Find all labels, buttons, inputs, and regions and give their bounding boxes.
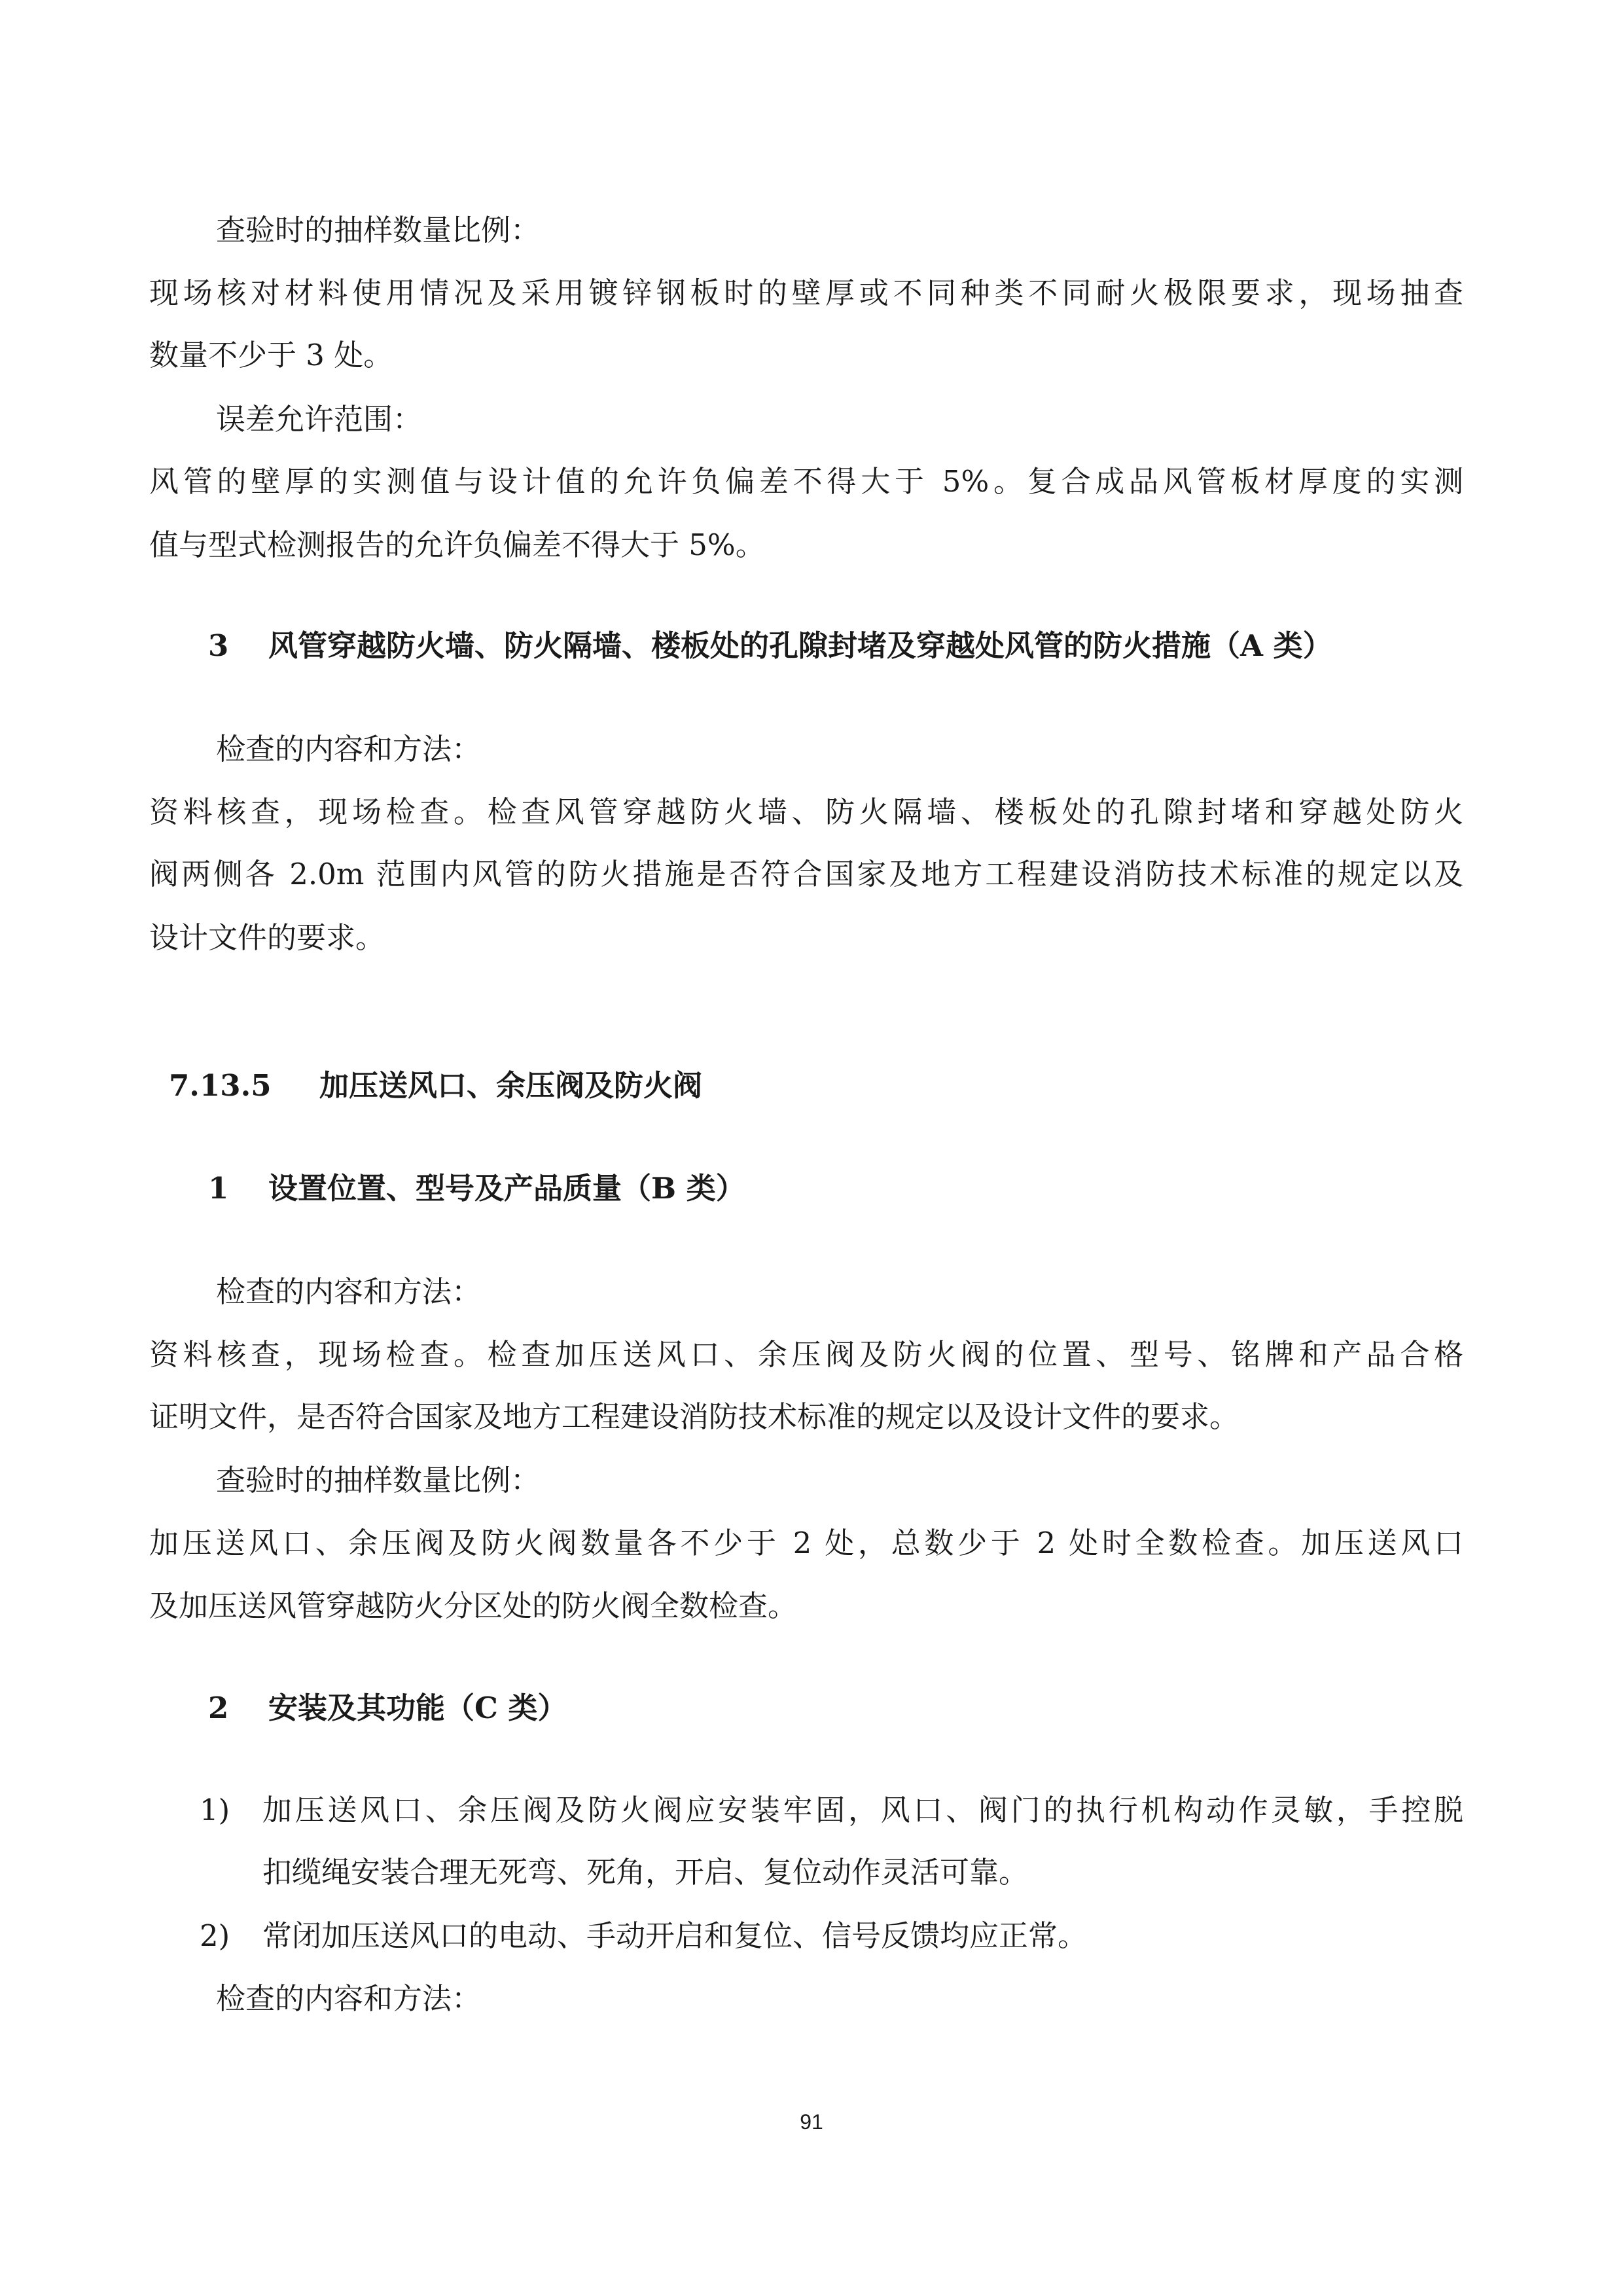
- section-number: 7.13.5: [169, 1068, 272, 1103]
- paragraph-line: 现场核对材料使用情况及采用镀锌钢板时的壁厚或不同种类不同耐火极限要求，现场抽查: [149, 276, 1463, 310]
- clause-heading: [208, 1169, 745, 1208]
- section-heading: [169, 1066, 702, 1105]
- paragraph-line: 检查的内容和方法：: [216, 732, 482, 766]
- clause-heading: [208, 1689, 567, 1728]
- clause-number: 1: [208, 1171, 229, 1206]
- paragraph-line: 查验时的抽样数量比例：: [216, 1463, 541, 1498]
- list-item-line: 常闭加压送风口的电动、手动开启和复位、信号反馈均应正常。: [262, 1918, 1088, 1953]
- clause-title: 安装及其功能（C 类）: [268, 1691, 567, 1725]
- paragraph-line: 值与型式检测报告的允许负偏差不得大于 5%。: [149, 528, 765, 562]
- clause-number: 2: [208, 1691, 229, 1725]
- paragraph-line: 及加压送风管穿越防火分区处的防火阀全数检查。: [149, 1588, 798, 1623]
- list-item-number: 2): [200, 1918, 230, 1953]
- list-item-number: 1): [200, 1793, 230, 1827]
- paragraph-line: 查验时的抽样数量比例：: [216, 213, 541, 247]
- paragraph-line: 加压送风口、余压阀及防火阀数量各不少于 2 处，总数少于 2 处时全数检查。加压送风口: [149, 1526, 1463, 1560]
- clause-number: 3: [208, 628, 229, 663]
- paragraph-line: 检查的内容和方法：: [216, 1981, 482, 2016]
- paragraph-line: 设计文件的要求。: [149, 920, 385, 955]
- paragraph-line: 阀两侧各 2.0m 范围内风管的防火措施是否符合国家及地方工程建设消防技术标准的规定以及: [149, 857, 1463, 891]
- paragraph-line: 检查的内容和方法：: [216, 1274, 482, 1309]
- clause-title: 风管穿越防火墙、防火隔墙、楼板处的孔隙封堵及穿越处风管的防火措施（A 类）: [268, 628, 1332, 663]
- clause-title: 设置位置、型号及产品质量（B 类）: [268, 1171, 745, 1206]
- paragraph-line: 数量不少于 3 处。: [149, 338, 393, 372]
- paragraph-line: 证明文件，是否符合国家及地方工程建设消防技术标准的规定以及设计文件的要求。: [149, 1399, 1240, 1434]
- list-item-line: 加压送风口、余压阀及防火阀应安装牢固，风口、阀门的执行机构动作灵敏，手控脱: [262, 1793, 1463, 1827]
- page-number: 91: [800, 2110, 823, 2134]
- section-title: 加压送风口、余压阀及防火阀: [319, 1068, 703, 1103]
- paragraph-line: 资料核查，现场检查。检查加压送风口、余压阀及防火阀的位置、型号、铭牌和产品合格: [149, 1337, 1463, 1372]
- list-item-line: 扣缆绳安装合理无死弯、死角，开启、复位动作灵活可靠。: [262, 1855, 1029, 1890]
- paragraph-line: 资料核查，现场检查。检查风管穿越防火墙、防火隔墙、楼板处的孔隙封堵和穿越处防火: [149, 795, 1463, 829]
- clause-heading: [208, 626, 1332, 666]
- paragraph-line: 误差允许范围：: [216, 402, 423, 437]
- paragraph-line: 风管的壁厚的实测值与设计值的允许负偏差不得大于 5%。复合成品风管板材厚度的实测: [149, 464, 1463, 499]
